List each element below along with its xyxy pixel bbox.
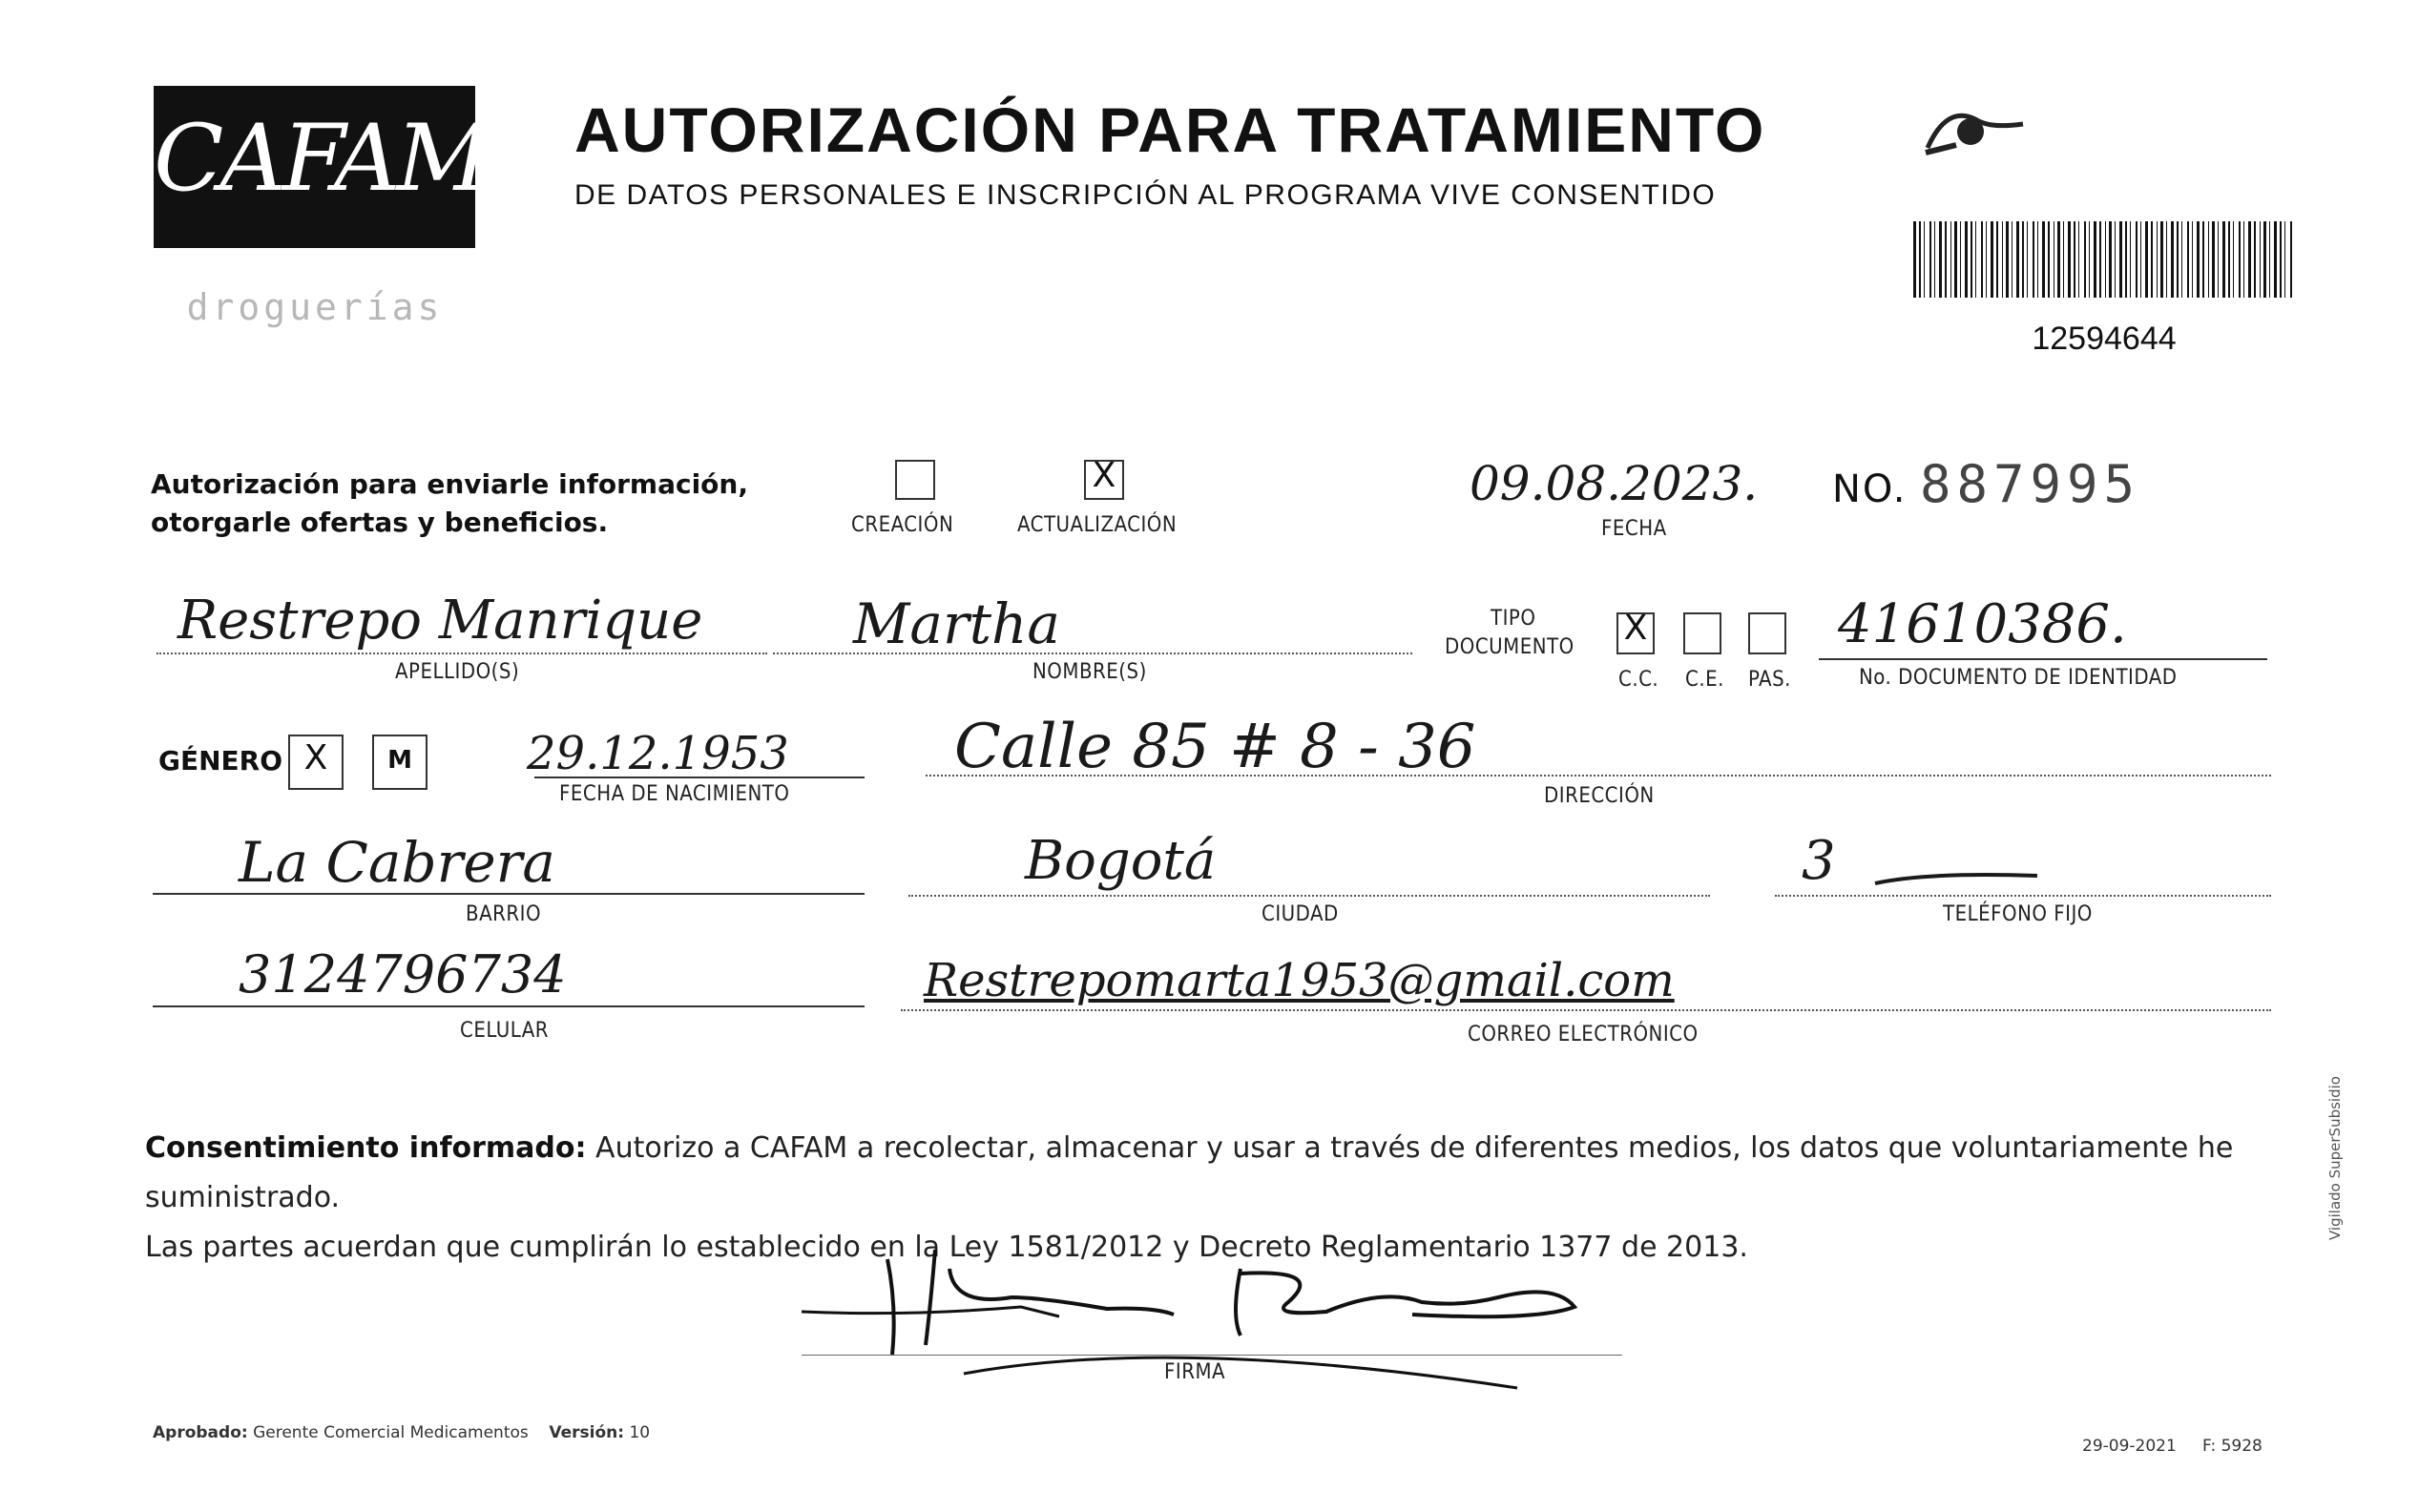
barcode-bar	[2263, 221, 2266, 298]
documento-value: 41610386.	[1838, 593, 2127, 655]
ciudad-value: Bogotá	[1025, 830, 1217, 892]
fecha-nacimiento-value: 29.12.1953	[527, 727, 789, 780]
barcode-bar	[2254, 221, 2256, 298]
actualizacion-check-mark: X	[1092, 456, 1116, 495]
correo-label: CORREO ELECTRÓNICO	[1468, 1023, 1699, 1046]
barcode-bar	[1919, 221, 1921, 298]
tipo-documento-label-1: TIPO	[1491, 607, 1536, 631]
barcode-bar	[2290, 221, 2292, 298]
barcode-bar	[2197, 221, 2200, 298]
genero-m-label: M	[387, 746, 412, 775]
barcode-bar	[2042, 221, 2045, 298]
barcode-bar	[2151, 221, 2153, 298]
barcode-bar	[1965, 221, 1968, 298]
ciudad-line	[908, 895, 1710, 897]
cc-checkbox[interactable]	[1616, 609, 1655, 654]
version-label: Versión:	[549, 1423, 625, 1442]
actualizacion-label: ACTUALIZACIÓN	[1017, 513, 1178, 537]
signature-line	[802, 1355, 1622, 1356]
cc-label: C.C.	[1618, 668, 1659, 692]
cc-check-mark: X	[1623, 609, 1648, 648]
direccion-label: DIRECCIÓN	[1544, 784, 1655, 808]
barcode-bar	[2002, 221, 2003, 298]
barcode-bar	[1996, 221, 1998, 298]
apellidos-line	[156, 652, 767, 654]
barcode-bar	[2218, 221, 2219, 298]
barcode-bar	[2048, 221, 2050, 298]
barcode-bar	[2057, 221, 2060, 298]
barcode-bar	[1929, 221, 1931, 298]
pas-checkbox[interactable]	[1748, 612, 1786, 654]
barcode-bar	[2166, 221, 2167, 298]
telefono-label: TELÉFONO FIJO	[1943, 902, 2093, 926]
barcode-bar	[2094, 221, 2096, 298]
barcode-bar	[2037, 221, 2038, 298]
apellidos-value: Restrepo Manrique	[177, 590, 703, 652]
barcode-bar	[1986, 221, 1987, 298]
genero-label: GÉNERO	[158, 745, 283, 777]
genero-m-checkbox[interactable]	[372, 735, 427, 790]
no-label: NO.	[1832, 467, 1908, 511]
barcode-bar	[2022, 221, 2024, 298]
barcode-bar	[1945, 221, 1947, 298]
consent-text-line2: Las partes acuerdan que cumplirán lo establecido en la Ley 1581/2012 y Decreto Reglamentario 1377 de 2013.	[145, 1231, 1748, 1264]
barcode-bar	[2208, 221, 2209, 298]
barcode-bar	[1950, 221, 1951, 298]
celular-line	[153, 1005, 865, 1007]
barrio-line	[153, 893, 865, 895]
barcode-bar	[2027, 221, 2028, 298]
barcode-bar	[2145, 221, 2148, 298]
barcode-bar	[2181, 221, 2182, 298]
barcode-bar	[2269, 221, 2270, 298]
barcode-bar	[2157, 221, 2158, 298]
no-value: 887995	[1920, 454, 2141, 514]
ciudad-label: CIUDAD	[1262, 902, 1339, 926]
aprobado-value: Gerente Comercial Medicamentos	[253, 1423, 529, 1442]
nombres-value: Martha	[853, 591, 1060, 656]
correo-value: Restrepomarta1953@gmail.com	[924, 954, 1675, 1007]
apellidos-label: APELLIDO(S)	[395, 660, 520, 684]
barcode-bar	[2068, 221, 2071, 298]
telefono-scribble	[1870, 864, 2042, 893]
barcode-bar	[2274, 221, 2277, 298]
correo-line	[901, 1009, 2271, 1011]
creacion-label: CREACIÓN	[851, 513, 954, 537]
version-value: 10	[629, 1423, 651, 1442]
barcode-bar	[1991, 221, 1993, 298]
direccion-line	[926, 775, 2271, 777]
authorization-heading	[151, 466, 748, 542]
barcode-bar	[2105, 221, 2106, 298]
celular-value: 3124796734	[239, 944, 567, 1005]
barcode-bar	[2192, 221, 2193, 298]
barcode-bar	[1960, 221, 1961, 298]
barcode-bar	[2084, 221, 2086, 298]
ce-label: C.E.	[1685, 668, 1724, 692]
barcode-bar	[2260, 221, 2261, 298]
genero-f-checkbox[interactable]	[288, 735, 344, 790]
nombres-label: NOMBRE(S)	[1032, 660, 1147, 684]
barcode-bar	[2239, 221, 2241, 298]
barcode-bar	[2177, 221, 2179, 298]
barcode-bar	[2160, 221, 2163, 298]
consent-text-line1: Autorizo a CAFAM a recolectar, almacenar y usar a través de diferentes medios, los datos que voluntariamente he suministrado.	[145, 1131, 2234, 1214]
fecha-label: FECHA	[1601, 517, 1667, 541]
document-title: AUTORIZACIÓN PARA TRATAMIENTO	[574, 94, 1766, 165]
barcode-bar	[2119, 221, 2122, 298]
actualizacion-checkbox[interactable]	[1084, 456, 1124, 500]
document-subtitle: DE DATOS PERSONALES E INSCRIPCIÓN AL PROGRAMA VIVE CONSENTIDO	[574, 179, 1717, 211]
tipo-documento-label-2: DOCUMENTO	[1445, 635, 1574, 659]
drogueries-logo-subtext: droguerías	[186, 286, 444, 328]
barcode-bar	[1913, 221, 1916, 298]
fecha-nacimiento-line	[534, 777, 865, 778]
barcode-bar	[1954, 221, 1957, 298]
barcode-bar	[2078, 221, 2079, 298]
barcode-bar	[2099, 221, 2101, 298]
documento-label: No. DOCUMENTO DE IDENTIDAD	[1859, 666, 2178, 690]
supersubsidio-vertical-text: Vigilado SuperSubsidio	[2326, 1076, 2344, 1240]
barcode-bar	[2109, 221, 2112, 298]
barcode-bar	[2140, 221, 2141, 298]
footer-date-code: 29-09-2021	[2082, 1437, 2177, 1456]
authorization-heading-line2: otorgarle ofertas y beneficios.	[151, 507, 609, 538]
barcode-bar	[2033, 221, 2034, 298]
celular-label: CELULAR	[460, 1019, 550, 1043]
barrio-value: La Cabrera	[239, 830, 555, 895]
barcode-bar	[1981, 221, 1983, 298]
cafam-logo-text: CAFAM	[154, 105, 487, 212]
barcode-bar	[2243, 221, 2244, 298]
barcode-number: 12594644	[2032, 321, 2177, 357]
barrio-label: BARRIO	[466, 902, 542, 926]
eye-emblem-icon	[1918, 95, 2033, 162]
authorization-heading-line1: Autorización para enviarle información,	[151, 468, 748, 500]
barcode-bar	[2233, 221, 2234, 298]
barcode-bar	[1934, 221, 1935, 298]
consent-heading: Consentimiento informado:	[145, 1131, 587, 1165]
barcode-bar	[1975, 221, 1976, 298]
barcode-bar	[2248, 221, 2251, 298]
barcode-bar	[2228, 221, 2230, 298]
barcode-bar	[2016, 221, 2019, 298]
ce-checkbox[interactable]	[1683, 612, 1721, 654]
fecha-nacimiento-label: FECHA DE NACIMIENTO	[559, 782, 790, 806]
barcode-bar	[2171, 221, 2174, 298]
aprobado-label: Aprobado:	[153, 1423, 248, 1442]
barcode-bar	[2089, 221, 2090, 298]
genero-f-check-mark: X	[303, 738, 328, 777]
barcode-bar	[2212, 221, 2215, 298]
barcode-bar	[2125, 221, 2127, 298]
fecha-value: 09.08.2023.	[1470, 456, 1759, 511]
barcode-bar	[2115, 221, 2116, 298]
barcode-bar	[2136, 221, 2137, 298]
barcode	[1913, 221, 2295, 298]
documento-line	[1819, 658, 2267, 660]
direccion-value: Calle 85 # 8 - 36	[954, 712, 1476, 782]
firma-label: FIRMA	[1164, 1360, 1226, 1384]
barcode-bar	[2006, 221, 2009, 298]
barcode-bar	[2074, 221, 2075, 298]
barcode-bar	[1924, 221, 1925, 298]
footer-form-code: F: 5928	[2202, 1437, 2263, 1456]
barcode-bar	[2280, 221, 2282, 298]
telefono-line	[1775, 895, 2271, 897]
barcode-bar	[1939, 221, 1942, 298]
barcode-bar	[2202, 221, 2204, 298]
footer-approval	[153, 1423, 650, 1442]
nombres-line	[773, 652, 1412, 654]
barcode-bar	[2130, 221, 2131, 298]
pas-label: PAS.	[1748, 668, 1791, 692]
barcode-bar	[1971, 221, 1972, 298]
barcode-bar	[2187, 221, 2189, 298]
creacion-checkbox[interactable]	[895, 460, 935, 500]
telefono-value: 3	[1802, 830, 1836, 892]
barcode-bar	[2284, 221, 2285, 298]
barcode-bar	[2222, 221, 2225, 298]
barcode-bar	[2063, 221, 2064, 298]
